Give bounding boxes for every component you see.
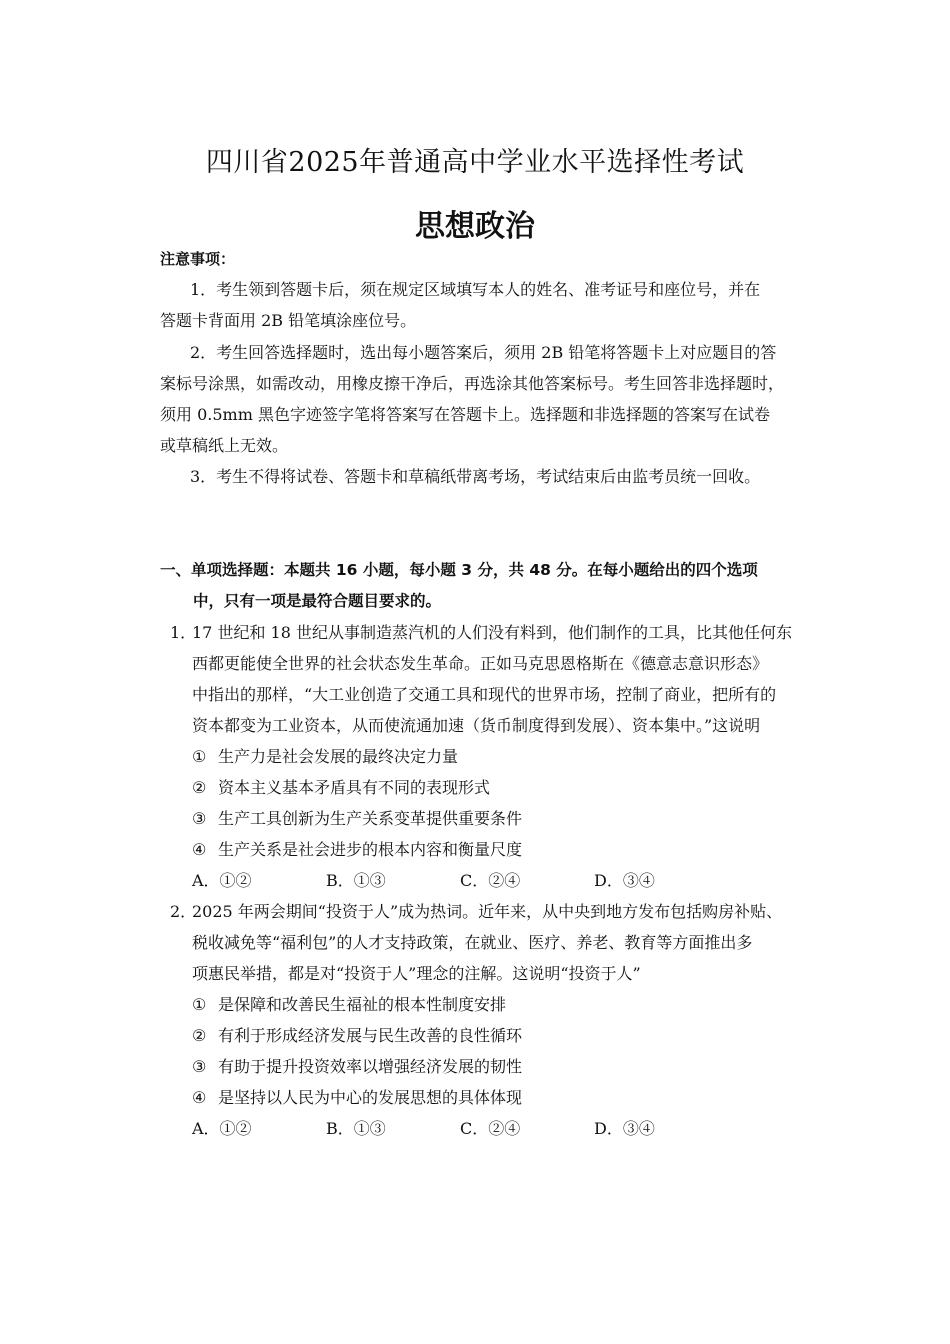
notice-item-2-line4: 或草稿纸上无效。 bbox=[160, 436, 289, 455]
option-mark: ① bbox=[192, 995, 207, 1014]
q2-option-1 bbox=[192, 989, 506, 1020]
answer-choice-b: B．①③ bbox=[326, 1119, 386, 1138]
exam-title: 四川省2025年普通高中学业水平选择性考试 bbox=[205, 147, 745, 178]
q1-option-1 bbox=[192, 741, 458, 772]
question-2 bbox=[170, 896, 795, 989]
option-mark: ② bbox=[192, 778, 207, 797]
q1-option-4 bbox=[192, 834, 522, 865]
option-text: 是保障和改善民生福祉的根本性制度安排 bbox=[218, 995, 507, 1014]
notice-item-3-line1: 3．考生不得将试卷、答题卡和草稿纸带离考场，考试结束后由监考员统一回收。 bbox=[190, 467, 761, 486]
q2-option-2 bbox=[192, 1020, 522, 1051]
section-heading-line2: 中，只有一项是最符合题目要求的。 bbox=[193, 592, 442, 610]
option-mark: ② bbox=[192, 1026, 207, 1045]
question-stem-line: 税收减免等“福利包”的人才支持政策，在就业、医疗、养老、教育等方面推出多 bbox=[192, 933, 753, 952]
q2-answer-choices bbox=[192, 1113, 655, 1144]
notice-item-2 bbox=[160, 337, 792, 461]
option-mark: ① bbox=[192, 747, 207, 766]
q2-option-4 bbox=[192, 1082, 522, 1113]
answer-choice-b: B．①③ bbox=[326, 871, 386, 890]
option-mark: ③ bbox=[192, 809, 207, 828]
option-text: 生产关系是社会进步的根本内容和衡量尺度 bbox=[218, 840, 523, 859]
notice-item-1-line2: 答题卡背面用 2B 铅笔填涂座位号。 bbox=[160, 311, 417, 330]
question-number: 1． bbox=[170, 623, 197, 642]
option-text: 生产工具创新为生产关系变革提供重要条件 bbox=[218, 809, 523, 828]
q1-option-2 bbox=[192, 772, 490, 803]
notice-heading: 注意事项： bbox=[160, 250, 236, 268]
question-number: 2． bbox=[170, 902, 197, 921]
notice-item-2-line2: 案标号涂黑，如需改动，用橡皮擦干净后，再选涂其他答案标号。考生回答非选择题时， bbox=[160, 374, 785, 393]
section-heading-line1: 一、单项选择题：本题共 16 小题，每小题 3 分，共 48 分。在每小题给出的四个选项 bbox=[160, 561, 758, 579]
answer-choice-d: D．③④ bbox=[594, 871, 655, 890]
option-text: 有利于形成经济发展与民生改善的良性循环 bbox=[218, 1026, 523, 1045]
answer-choice-c: C．②④ bbox=[460, 871, 521, 890]
q1-option-3 bbox=[192, 803, 522, 834]
question-stem-line: 中指出的那样，“大工业创造了交通工具和现代的世界市场，控制了商业，把所有的 bbox=[192, 685, 777, 704]
notice-item-3 bbox=[160, 461, 792, 492]
option-mark: ④ bbox=[192, 840, 207, 859]
notice-item-1 bbox=[160, 274, 792, 336]
question-stem-line: 资本都变为工业资本，从而使流通加速（货币制度得到发展）、资本集中。”这说明 bbox=[192, 716, 761, 735]
answer-choice-d: D．③④ bbox=[594, 1119, 655, 1138]
subject-title: 思想政治 bbox=[415, 209, 535, 244]
q1-answer-choices bbox=[192, 865, 655, 896]
question-1 bbox=[170, 617, 795, 741]
section-heading bbox=[160, 555, 800, 617]
q2-option-3 bbox=[192, 1051, 522, 1082]
option-mark: ③ bbox=[192, 1057, 207, 1076]
notice-item-1-line1: 1．考生领到答题卡后，须在规定区域填写本人的姓名、准考证号和座位号，并在 bbox=[190, 280, 761, 299]
option-text: 生产力是社会发展的最终决定力量 bbox=[218, 747, 459, 766]
answer-choice-c: C．②④ bbox=[460, 1119, 521, 1138]
option-text: 资本主义基本矛盾具有不同的表现形式 bbox=[218, 778, 491, 797]
answer-choice-a: A．①② bbox=[192, 871, 252, 890]
notice-item-2-line3: 须用 0.5mm 黑色字迹签字笔将答案写在答题卡上。选择题和非选择题的答案写在试卷 bbox=[160, 405, 770, 424]
notice-item-2-line1: 2．考生回答选择题时，选出每小题答案后，须用 2B 铅笔将答题卡上对应题目的答 bbox=[190, 343, 777, 362]
question-stem-line: 西都更能使全世界的社会状态发生革命。正如马克思恩格斯在《德意志意识形态》 bbox=[192, 654, 769, 673]
option-text: 有助于提升投资效率以增强经济发展的韧性 bbox=[218, 1057, 523, 1076]
option-text: 是坚持以人民为中心的发展思想的具体体现 bbox=[218, 1088, 523, 1107]
question-stem-line: 17 世纪和 18 世纪从事制造蒸汽机的人们没有料到，他们制作的工具，比其他任何东 bbox=[192, 623, 792, 642]
question-stem-line: 2025 年两会期间“投资于人”成为热词。近年来，从中央到地方发布包括购房补贴、 bbox=[192, 902, 783, 921]
answer-choice-a: A．①② bbox=[192, 1119, 252, 1138]
question-stem-line: 项惠民举措，都是对“投资于人”理念的注解。这说明“投资于人” bbox=[192, 964, 641, 983]
option-mark: ④ bbox=[192, 1088, 207, 1107]
